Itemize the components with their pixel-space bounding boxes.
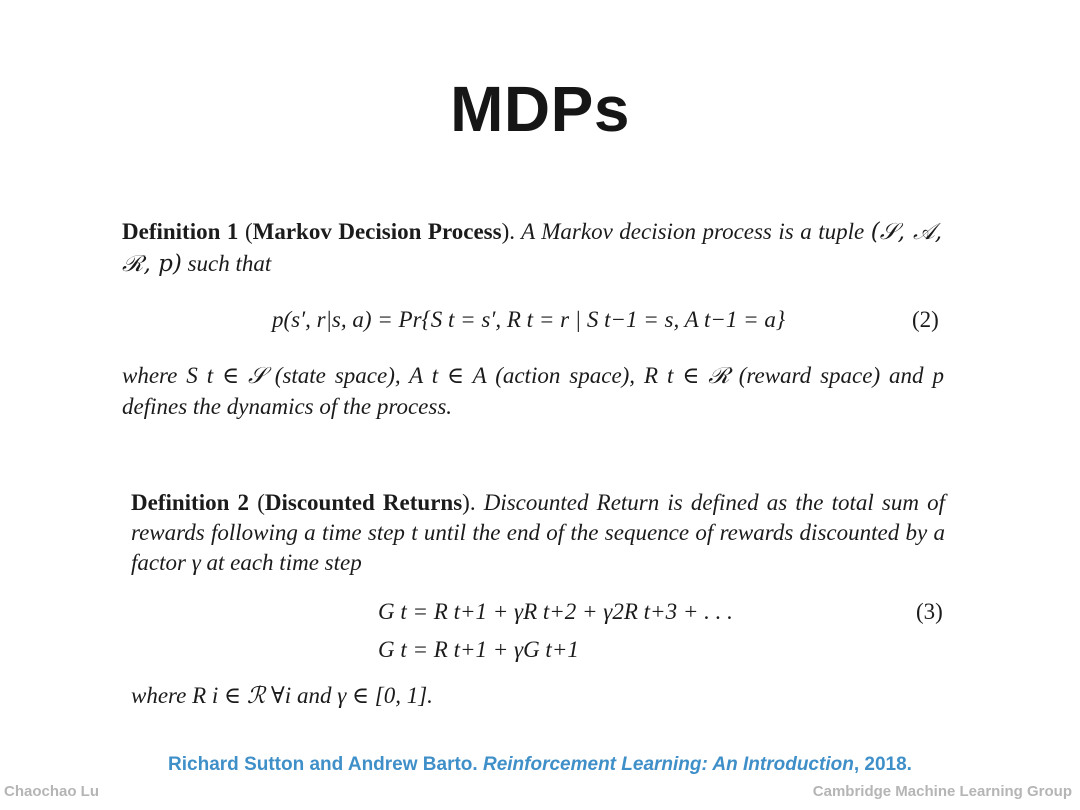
equation-3-number: (3) <box>916 599 943 624</box>
definition-1-where-line-2: defines the dynamics of the process. <box>122 394 453 419</box>
equation-2-number: (2) <box>912 307 939 332</box>
definition-1-text: A Markov decision process is a tuple <box>521 219 865 244</box>
definition-1-where-line-1: where S t ∈ 𝒮 (state space), A t ∈ A (action space), R t ∈ ℛ (reward space) and p <box>122 363 944 388</box>
reference-year: , 2018. <box>853 754 912 775</box>
definition-1-label: Definition 1 <box>122 219 239 244</box>
reference-citation <box>0 754 1080 776</box>
equation-3-line-1-text: G t = R t+1 + γR t+2 + γ2R t+3 + . . . <box>378 599 733 624</box>
definition-1-tuple: (𝒮, 𝒜, ℛ, p) <box>122 219 943 277</box>
definition-1-statement: Definition 1 (Markov Decision Process). A Markov decision process is a tuple (𝒮, 𝒜, ℛ, p) such that <box>122 219 943 277</box>
equation-3-line-2-text: G t = R t+1 + γG t+1 <box>378 637 579 662</box>
definition-2-name: Discounted Returns <box>264 490 463 515</box>
reference-book-title: Reinforcement Learning: An Introduction <box>482 754 854 775</box>
definition-2-statement: Definition 2 (Discounted Returns). Discounted Return is defined as the total sum of rewards following a time step t until the end of the sequence of rewards discounted by a factor γ at each time step <box>131 490 946 575</box>
footer-group: Cambridge Machine Learning Group <box>812 783 1072 800</box>
page-title: MDPs <box>450 73 630 145</box>
equation-2-text: p(s′, r|s, a) = Pr{S t = s′, R t = r | S t−1 = s, A t−1 = a} <box>272 307 786 332</box>
definition-2-text: Discounted Return is defined as the total sum of rewards following a time step t until the end of the sequence of rewards discounted by a factor γ at each time step <box>131 490 946 575</box>
definition-1-where <box>122 360 944 422</box>
equation-3-line-1 <box>378 596 733 627</box>
definition-2-where: where R i ∈ ℛ ∀i and γ ∈ [0, 1]. <box>131 683 433 708</box>
definition-1-such-that: such that <box>187 251 272 276</box>
footer-author: Chaochao Lu <box>4 783 100 800</box>
equation-2 <box>272 304 785 335</box>
definition-2-label: Definition 2 <box>131 490 250 515</box>
equation-3-line-2 <box>378 634 579 665</box>
definition-1-name: Markov Decision Process <box>252 219 502 244</box>
reference-authors: Richard Sutton and Andrew Barto. <box>168 754 478 775</box>
